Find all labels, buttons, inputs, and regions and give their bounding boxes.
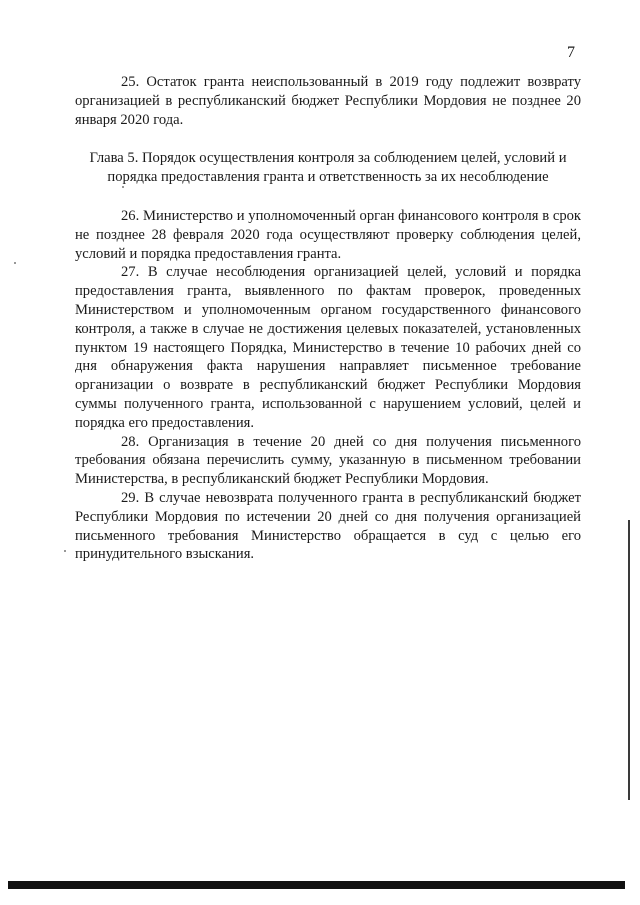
paragraph-27: 27. В случае несоблюдения организацией целей, условий и порядка предоставления гранта, выявленного по фактам проверок, проведенных Министерством и уполномоченным органом государственного финансового контроля, а также в случае не достижения целевых показателей, установленных пунктом 19 настоящего Порядка, Министерство в течение 10 рабочих дней со дня обнаружения факта нарушения направляет письменное требование организации о возврате в республиканский бюджет Республики Мордовия суммы полученного гранта, использованной с нарушением условий, целей и порядка его предоставления. [75,264,581,431]
scan-speck [122,186,124,188]
scan-edge-line [628,520,630,800]
scan-speck [14,262,16,264]
paragraph-26: 26. Министерство и уполномоченный орган финансового контроля в срок не позднее 28 февраля 2020 года осуществляют проверку соблюдения целей, условий и порядка предоставления гранта. [75,207,581,262]
paragraph-25: 25. Остаток гранта неиспользованный в 2019 году подлежит возврату организацией в республиканский бюджет Республики Мордовия не позднее 20 января 2020 года. [75,74,581,128]
scan-speck [64,550,66,552]
paragraph-28: 28. Организация в течение 20 дней со дня получения письменного требования обязана перечислить сумму, указанную в письменном требовании Министерства, в республиканский бюджет Республики Мордовия. [75,433,581,488]
chapter-heading: Глава 5. Порядок осуществления контроля за соблюдением целей, условий и порядка предоставления гранта и ответственность за их несоблюдение [89,150,567,186]
paragraph-29: 29. В случае невозврата полученного гранта в республиканский бюджет Республики Мордовия по истечении 20 дней со дня получения организацией письменного требования Министерство обращается в суд с целью его принудительного взыскания. [75,489,581,563]
page-number: 7 [567,44,575,61]
document-body [75,73,581,564]
scan-bottom-bar [8,881,625,889]
